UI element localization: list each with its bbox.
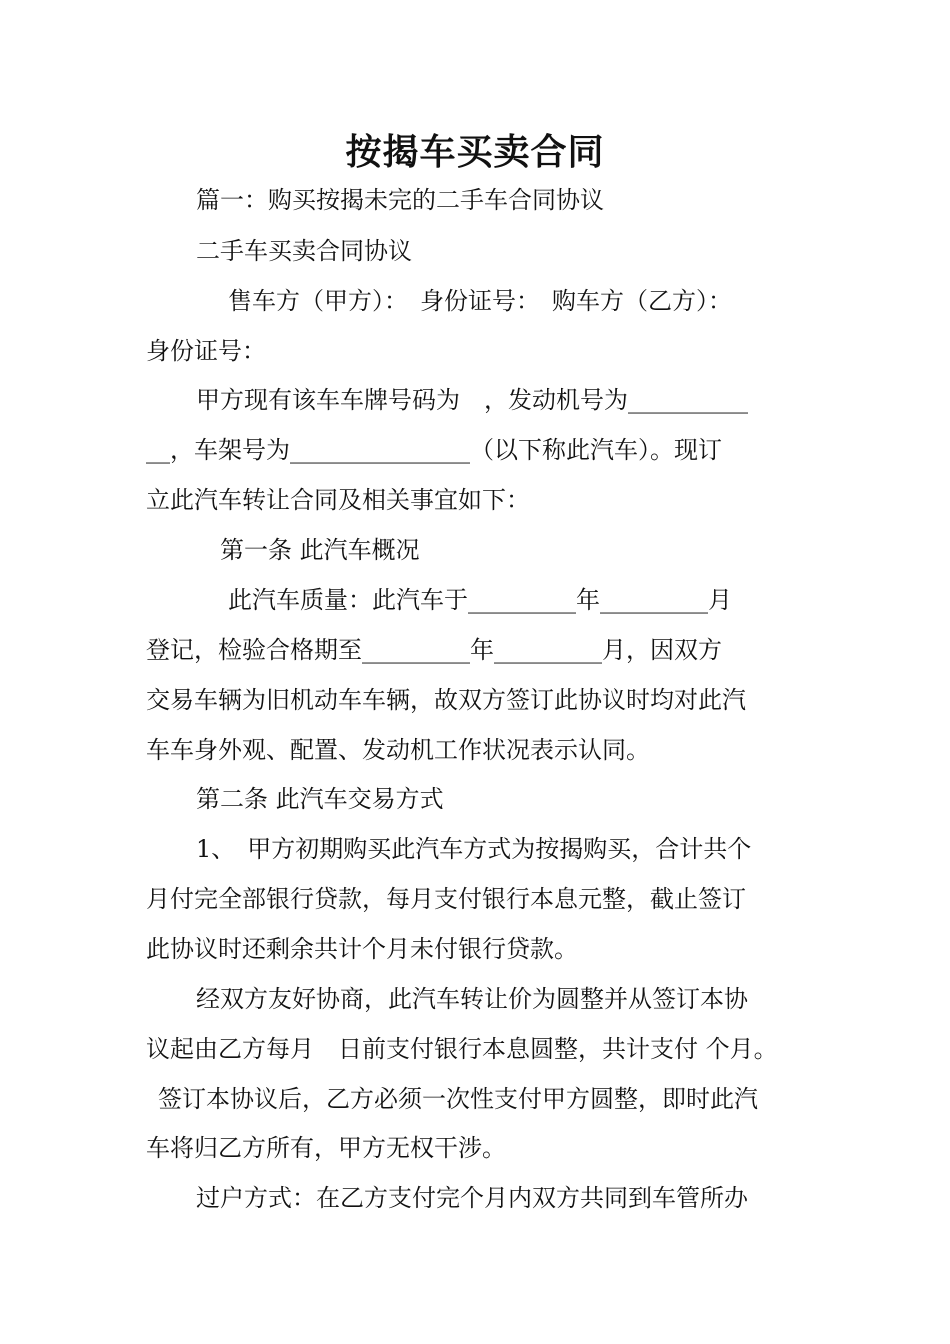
parties-line: 售车方（甲方）： 身份证号： 购车方（乙方）：	[228, 287, 732, 315]
article-1-line-1: 此汽车质量：此汽车于_________年_________月	[228, 586, 732, 614]
article-2-item-1-line-3: 此协议时还剩余共计个月未付银行贷款。	[146, 935, 578, 963]
vehicle-info-line-1: 甲方现有该车车牌号码为 ，发动机号为__________	[196, 386, 748, 414]
article-2-item-1-line-1: 1、 甲方初期购买此汽车方式为按揭购买，合计共个	[196, 835, 752, 863]
contract-subtitle: 二手车买卖合同协议	[196, 237, 412, 265]
article-1-line-2: 登记，检验合格期至_________年_________月，因双方	[146, 636, 722, 664]
payment-line-4: 车将归乙方所有，甲方无权干涉。	[146, 1134, 506, 1162]
document-title: 按揭车买卖合同	[345, 131, 605, 173]
vehicle-info-line-3: 立此汽车转让合同及相关事宜如下：	[146, 486, 530, 514]
article-1-heading: 第一条 此汽车概况	[220, 536, 420, 564]
article-2-item-1-line-2: 月付完全部银行贷款，每月支付银行本息元整，截止签订	[146, 885, 746, 913]
vehicle-info-line-2: __，车架号为_______________（以下称此汽车）。现订	[146, 436, 722, 464]
article-2-heading: 第二条 此汽车交易方式	[196, 785, 444, 813]
transfer-method-line: 过户方式：在乙方支付完个月内双方共同到车管所办	[196, 1184, 748, 1212]
article-1-line-4: 车车身外观、配置、发动机工作状况表示认同。	[146, 736, 650, 764]
parties-line-cont: 身份证号：	[146, 337, 266, 365]
article-1-line-3: 交易车辆为旧机动车车辆，故双方签订此协议时均对此汽	[146, 686, 746, 714]
payment-line-3: 签订本协议后，乙方必须一次性支付甲方圆整，即时此汽	[158, 1085, 758, 1113]
payment-line-2: 议起由乙方每月 日前支付银行本息圆整，共计支付 个月。	[146, 1035, 778, 1063]
chapter-heading: 篇一：购买按揭未完的二手车合同协议	[196, 186, 604, 214]
payment-line-1: 经双方友好协商，此汽车转让价为圆整并从签订本协	[196, 985, 748, 1013]
